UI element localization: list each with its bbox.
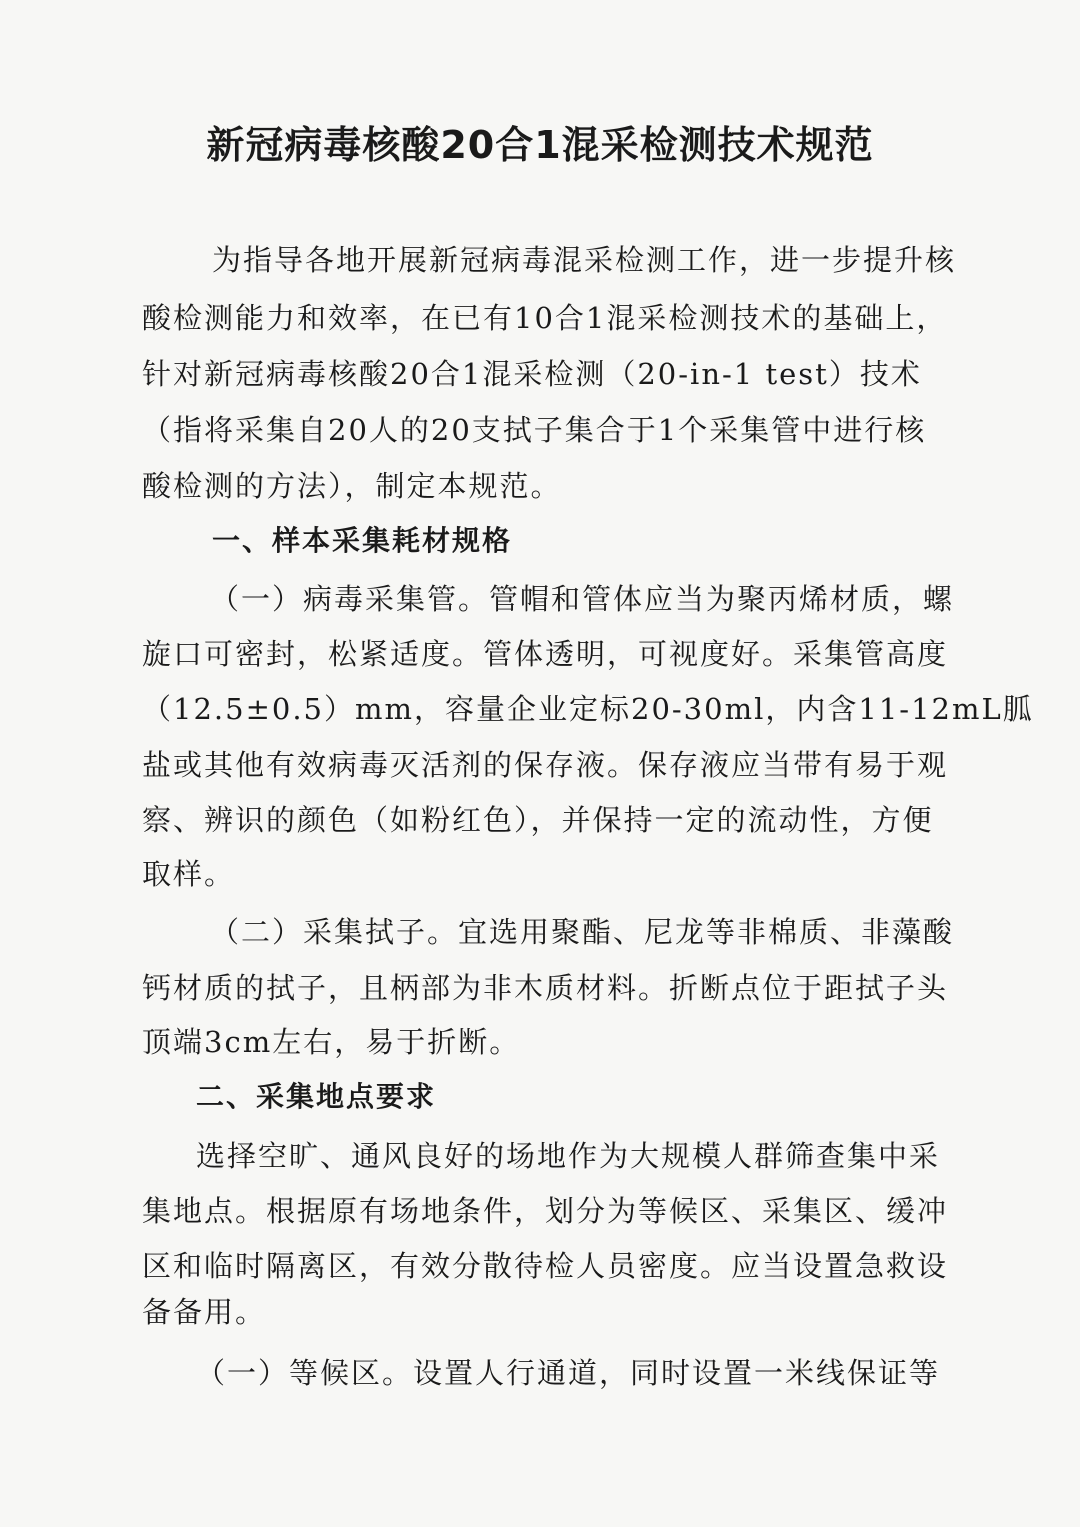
paragraph-line: 察、辨识的颜色（如粉红色），并保持一定的流动性，方便 — [142, 803, 934, 837]
paragraph-line: （一）等候区。设置人行通道，同时设置一米线保证等 — [196, 1356, 941, 1390]
section-heading: 二、采集地点要求 — [196, 1080, 437, 1113]
paragraph-line: 酸检测的方法），制定本规范。 — [142, 469, 562, 503]
paragraph-line: 盐或其他有效病毒灭活剂的保存液。保存液应当带有易于观 — [142, 748, 949, 782]
paragraph-line: （二）采集拭子。宜选用聚酯、尼龙等非棉质、非藻酸 — [210, 915, 955, 949]
paragraph-line: （12.5±0.5）mm，容量企业定标20-30ml，内含11-12mL胍 — [142, 692, 1034, 726]
paragraph-line: 为指导各地开展新冠病毒混采检测工作，进一步提升核 — [212, 243, 957, 277]
paragraph-line: 酸检测能力和效率，在已有10合1混采检测技术的基础上， — [142, 301, 948, 335]
paragraph-line: （指将采集自20人的20支拭子集合于1个采集管中进行核 — [142, 413, 927, 447]
paragraph-line: 集地点。根据原有场地条件，划分为等候区、采集区、缓冲 — [142, 1194, 949, 1228]
paragraph-line: 顶端3cm左右，易于折断。 — [142, 1025, 521, 1059]
paragraph-line: 旋口可密封，松紧适度。管体透明，可视度好。采集管高度 — [142, 637, 949, 671]
paragraph-line: （一）病毒采集管。管帽和管体应当为聚丙烯材质，螺 — [210, 582, 955, 616]
paragraph-line: 选择空旷、通风良好的场地作为大规模人群筛查集中采 — [196, 1139, 941, 1173]
paragraph-line: 取样。 — [142, 857, 236, 891]
section-heading: 一、样本采集耗材规格 — [212, 524, 513, 557]
paragraph-line: 钙材质的拭子，且柄部为非木质材料。折断点位于距拭子头 — [142, 971, 949, 1005]
paragraph-line: 针对新冠病毒核酸20合1混采检测（20-in-1 test）技术 — [142, 357, 922, 391]
document-title: 新冠病毒核酸20合1混采检测技术规范 — [206, 123, 874, 167]
paragraph-line: 备备用。 — [142, 1295, 267, 1329]
paragraph-line: 区和临时隔离区，有效分散待检人员密度。应当设置急救设 — [142, 1249, 949, 1283]
